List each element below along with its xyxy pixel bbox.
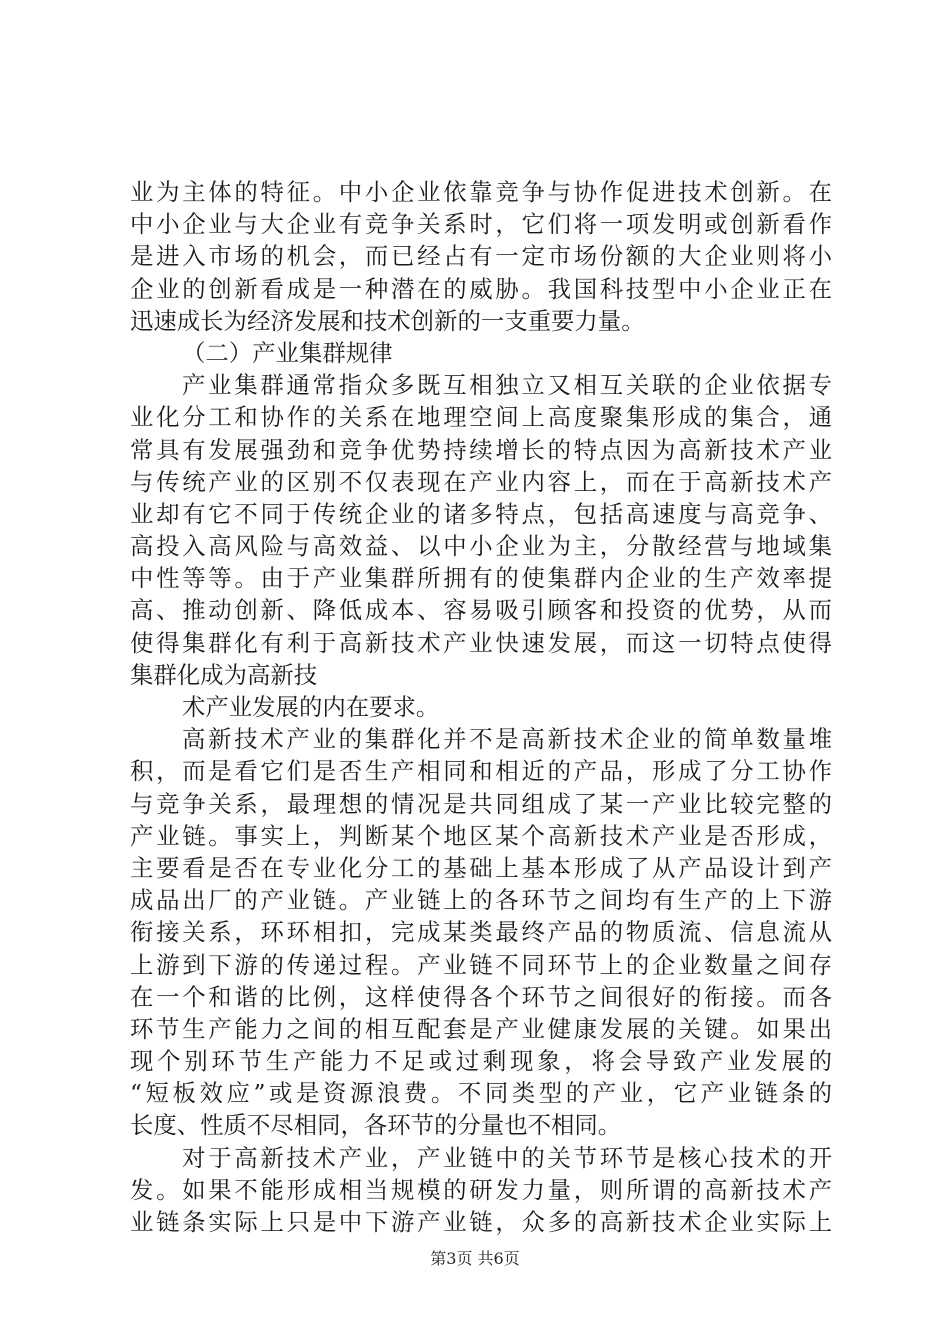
text-line: 长度、性质不尽相同，各环节的分量也不相同。 — [130, 1111, 622, 1140]
text-line: 积，而是看它们是否生产相同和相近的产品，形成了分工协作 — [130, 757, 832, 786]
text-line: 成品出厂的产业链。产业链上的各环节之间均有生产的上下游 — [130, 886, 832, 915]
text-line: 上游到下游的传递过程。产业链不同环节上的企业数量之间存 — [130, 950, 832, 979]
text-line: 与传统产业的区别不仅表现在产业内容上，而在于高新技术产 — [130, 467, 832, 496]
body-text — [130, 176, 832, 1238]
text-line: 术产业发展的内在要求。 — [182, 693, 440, 721]
text-line: 业链条实际上只是中下游产业链，众多的高新技术企业实际上 — [130, 1208, 832, 1236]
page-number-footer: 第3页 共6页 — [430, 1249, 520, 1268]
text-line: 是进入市场的机会，而已经占有一定市场份额的大企业则将小 — [130, 242, 832, 271]
text-line: 集群化成为高新技 — [130, 660, 318, 689]
text-line: 企业的创新看成是一种潜在的威胁。我国科技型中小企业正在 — [130, 274, 832, 303]
text-line: 产业链。事实上，判断某个地区某个高新技术产业是否形成， — [130, 821, 832, 850]
text-line: 业却有它不同于传统企业的诸多特点，包括高速度与高竞争、 — [130, 499, 832, 528]
text-line: “短板效应”或是资源浪费。不同类型的产业，它产业链条的 — [130, 1079, 832, 1108]
text-line: 现个别环节生产能力不足或过剩现象，将会导致产业发展的 — [130, 1047, 832, 1076]
text-line: 在一个和谐的比例，这样使得各个环节之间很好的衔接。而各 — [130, 982, 832, 1011]
text-line: 常具有发展强劲和竞争优势持续增长的特点因为高新技术产业 — [130, 435, 832, 464]
text-line: 业为主体的特征。中小企业依靠竞争与协作促进技术创新。在 — [130, 178, 832, 206]
text-line: 高新技术产业的集群化并不是高新技术企业的简单数量堆 — [182, 725, 832, 754]
text-line: 使得集群化有利于高新技术产业快速发展，而这一切特点使得 — [130, 628, 832, 657]
text-line: 衔接关系，环环相扣，完成某类最终产品的物质流、信息流从 — [130, 918, 832, 947]
text-line: 产业集群通常指众多既互相独立又相互关联的企业依据专 — [182, 371, 832, 400]
text-line: 高、推动创新、降低成本、容易吸引顾客和投资的优势，从而 — [130, 596, 832, 625]
text-line: 主要看是否在专业化分工的基础上基本形成了从产品设计到产 — [130, 853, 832, 882]
text-line: 发。如果不能形成相当规模的研发力量，则所谓的高新技术产 — [130, 1175, 832, 1204]
text-line: 环节生产能力之间的相互配套是产业健康发展的关键。如果出 — [130, 1014, 832, 1043]
text-line: 高投入高风险与高效益、以中小企业为主，分散经营与地域集 — [130, 532, 832, 561]
section-heading: （二）产业集群规律 — [182, 338, 393, 367]
text-line: 中小企业与大企业有竞争关系时，它们将一项发明或创新看作 — [130, 210, 832, 239]
text-line: 对于高新技术产业，产业链中的关节环节是核心技术的开 — [182, 1143, 832, 1172]
text-line: 业化分工和协作的关系在地理空间上高度聚集形成的集合，通 — [130, 403, 832, 432]
text-line: 中性等等。由于产业集群所拥有的使集群内企业的生产效率提 — [130, 564, 832, 593]
text-line: 迅速成长为经济发展和技术创新的一支重要力量。 — [130, 306, 645, 335]
text-line: 与竞争关系，最理想的情况是共同组成了某一产业比较完整的 — [130, 789, 832, 818]
